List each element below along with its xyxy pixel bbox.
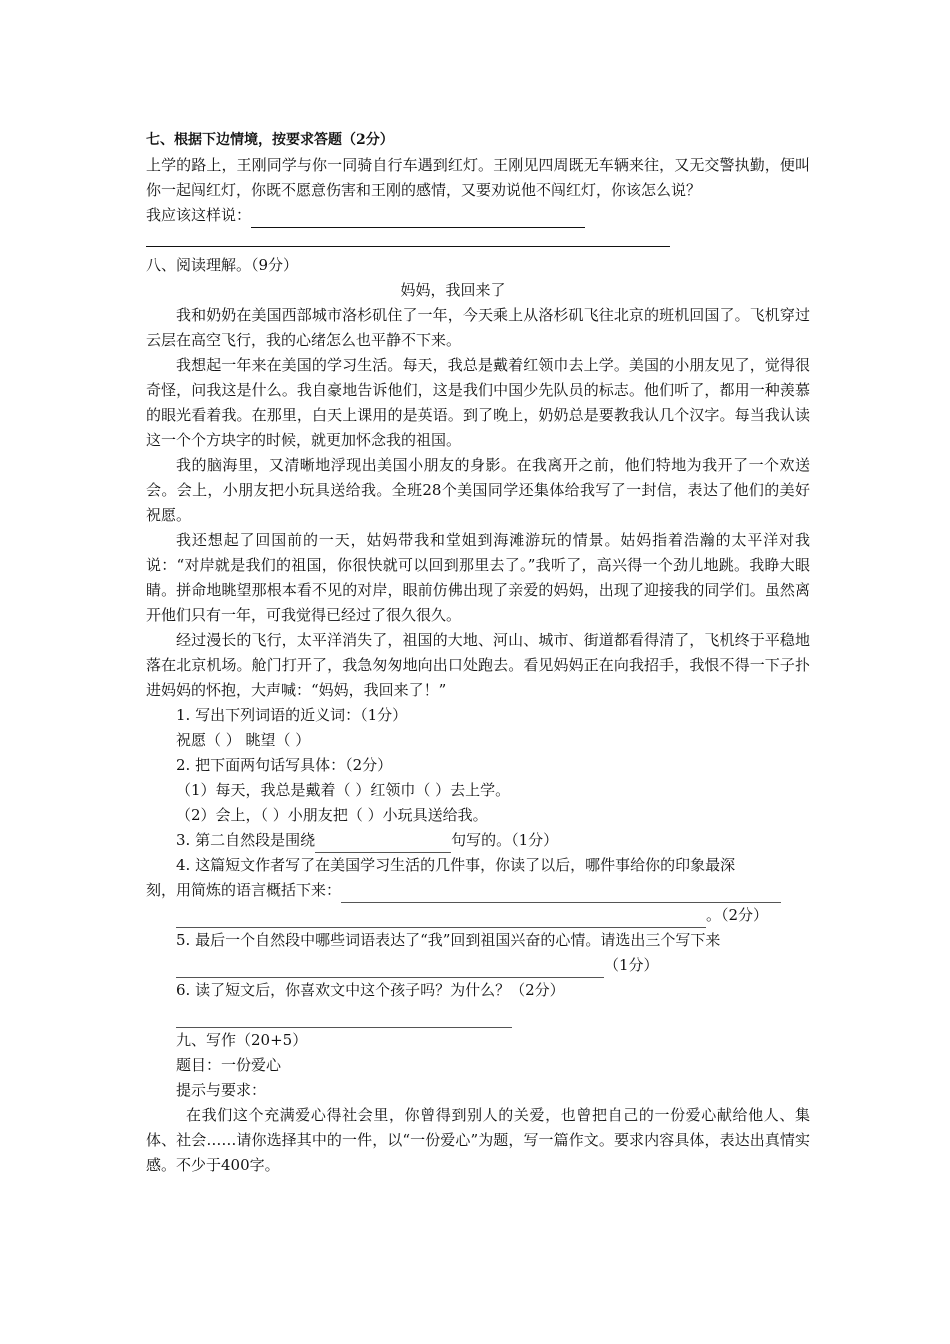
question-3-pre: 3. 第二自然段是围绕: [176, 831, 316, 849]
passage-paragraph: 我的脑海里，又清晰地浮现出美国小朋友的身影。在我离开之前，他们特地为我开了一个欢送会。会上，小朋友把小玩具送给我。全班28个美国同学还集体给我写了一封信，表达了他们的美好祝愿。: [146, 456, 810, 524]
section7-answer-prompt: 我应该这样说：: [146, 206, 252, 224]
passage-paragraph: 经过漫长的飞行，太平洋消失了，祖国的大地、河山、城市、街道都看得清了，飞机终于平稳地落在北京机场。舱门打开了，我急匆匆地向出口处跑去。看见妈妈正在向我招手，我恨不得一下子扑进妈妈的怀抱，大声喊：“妈妈，我回来了！”: [146, 631, 810, 699]
question-4-prompt: 刻，用简炼的语言概括下来：: [146, 881, 342, 899]
question-5: 5. 最后一个自然段中哪些词语表达了“我”回到祖国兴奋的心情。请选出三个写下来: [176, 931, 721, 949]
passage-paragraph: 我还想起了回国前的一天，姑妈带我和堂姐到海滩游玩的情景。姑妈指着浩瀚的太平洋对我说：“对岸就是我们的祖国，你很快就可以回到那里去了。”我听了，高兴得一个劲儿地跳。我睁大眼睛。拼命地眺望那根本看不见的对岸，眼前仿佛出现了亲爱的妈妈，出现了迎接我的同学们。虽然离开他们只有一年，可我觉得已经过了很久很久。: [146, 531, 810, 624]
question-1-words: 祝愿（ ） 眺望（ ）: [176, 731, 311, 749]
passage-paragraph: 我和奶奶在美国西部城市洛杉矶住了一年，今天乘上从洛杉矶飞往北京的班机回国了。飞机穿过云层在高空飞行，我的心绪怎么也平静不下来。: [146, 306, 810, 349]
question-6: 6. 读了短文后，你喜欢文中这个孩子吗？为什么？（2分）: [176, 981, 565, 999]
section7-scenario: 上学的路上，王刚同学与你一同骑自行车遇到红灯。王刚见四周既无车辆来往，又无交警执勤，便叫你一起闯红灯，你既不愿意伤害和王刚的感情，又要劝说他不闯红灯，你该怎么说？: [146, 156, 810, 199]
section9-requirements-block: [146, 1103, 810, 1178]
passage-body: [146, 303, 810, 703]
question-5-blank[interactable]: [176, 960, 604, 978]
question-4-line1: 4. 这篇短文作者写了在美国学习生活的几件事，你读了以后，哪件事给你的印象最深: [176, 856, 736, 874]
question-6-line2: [146, 1003, 810, 1028]
question-4-end: 。（2分）: [706, 906, 769, 924]
question-4-blank-2[interactable]: [176, 910, 706, 928]
answer-blank-1[interactable]: [251, 210, 585, 228]
section9-requirements: 在我们这个充满爱心得社会里，你曾得到别人的关爱，也曾把自己的一份爱心献给他人、集体、社会……请你选择其中的一件，以“一份爱心”为题，写一篇作文。要求内容具体，表达出真情实感。不少于400字。: [146, 1106, 810, 1174]
question-6-blank[interactable]: [176, 1010, 512, 1028]
question-2: 2. 把下面两句话写具体：（2分）: [176, 756, 393, 774]
question-3-blank[interactable]: [315, 835, 451, 853]
question-3-line: [146, 828, 810, 853]
question-2-b: （2）会上，（ ）小朋友把（ ）小玩具送给我。: [176, 806, 488, 824]
question-4-blank-1[interactable]: [341, 885, 781, 903]
section7-scenario-block: [146, 153, 810, 203]
passage-paragraph: 我想起一年来在美国的学习生活。每天，我总是戴着红领巾去上学。美国的小朋友见了，觉得很奇怪，问我这是什么。我自豪地告诉他们，这是我们中国少先队员的标志。他们听了，都用一种羡慕的眼光看着我。在那里，白天上课用的是英语。到了晚上，奶奶总是要教我认几个汉字。每当我认读这一个个方块字的时候，就更加怀念我的祖国。: [146, 356, 810, 449]
question-4-line2: [146, 878, 810, 903]
question-4-line3: [146, 903, 810, 928]
question-5-end: （1分）: [604, 956, 659, 974]
answer-blank-2[interactable]: [146, 228, 670, 247]
question-1: 1. 写出下列词语的近义词：（1分）: [176, 706, 408, 724]
exam-page: [146, 128, 810, 1178]
passage-title: 妈妈，我回来了: [400, 281, 506, 299]
section7-answer-line: [146, 203, 810, 228]
section9-hint-label: 提示与要求：: [176, 1081, 267, 1099]
question-5-line2: [146, 953, 810, 978]
question-3-post: 句写的。（1分）: [451, 831, 559, 849]
section8-heading: 八、阅读理解。（9分）: [146, 256, 299, 274]
section9-topic: 题目：一份爱心: [176, 1056, 282, 1074]
question-2-a: （1）每天，我总是戴着（ ）红领巾（ ）去上学。: [176, 781, 511, 799]
section9-heading: 九、写作（20+5）: [176, 1031, 308, 1049]
section7-heading: 七、根据下边情境，按要求答题（2分）: [146, 132, 394, 148]
